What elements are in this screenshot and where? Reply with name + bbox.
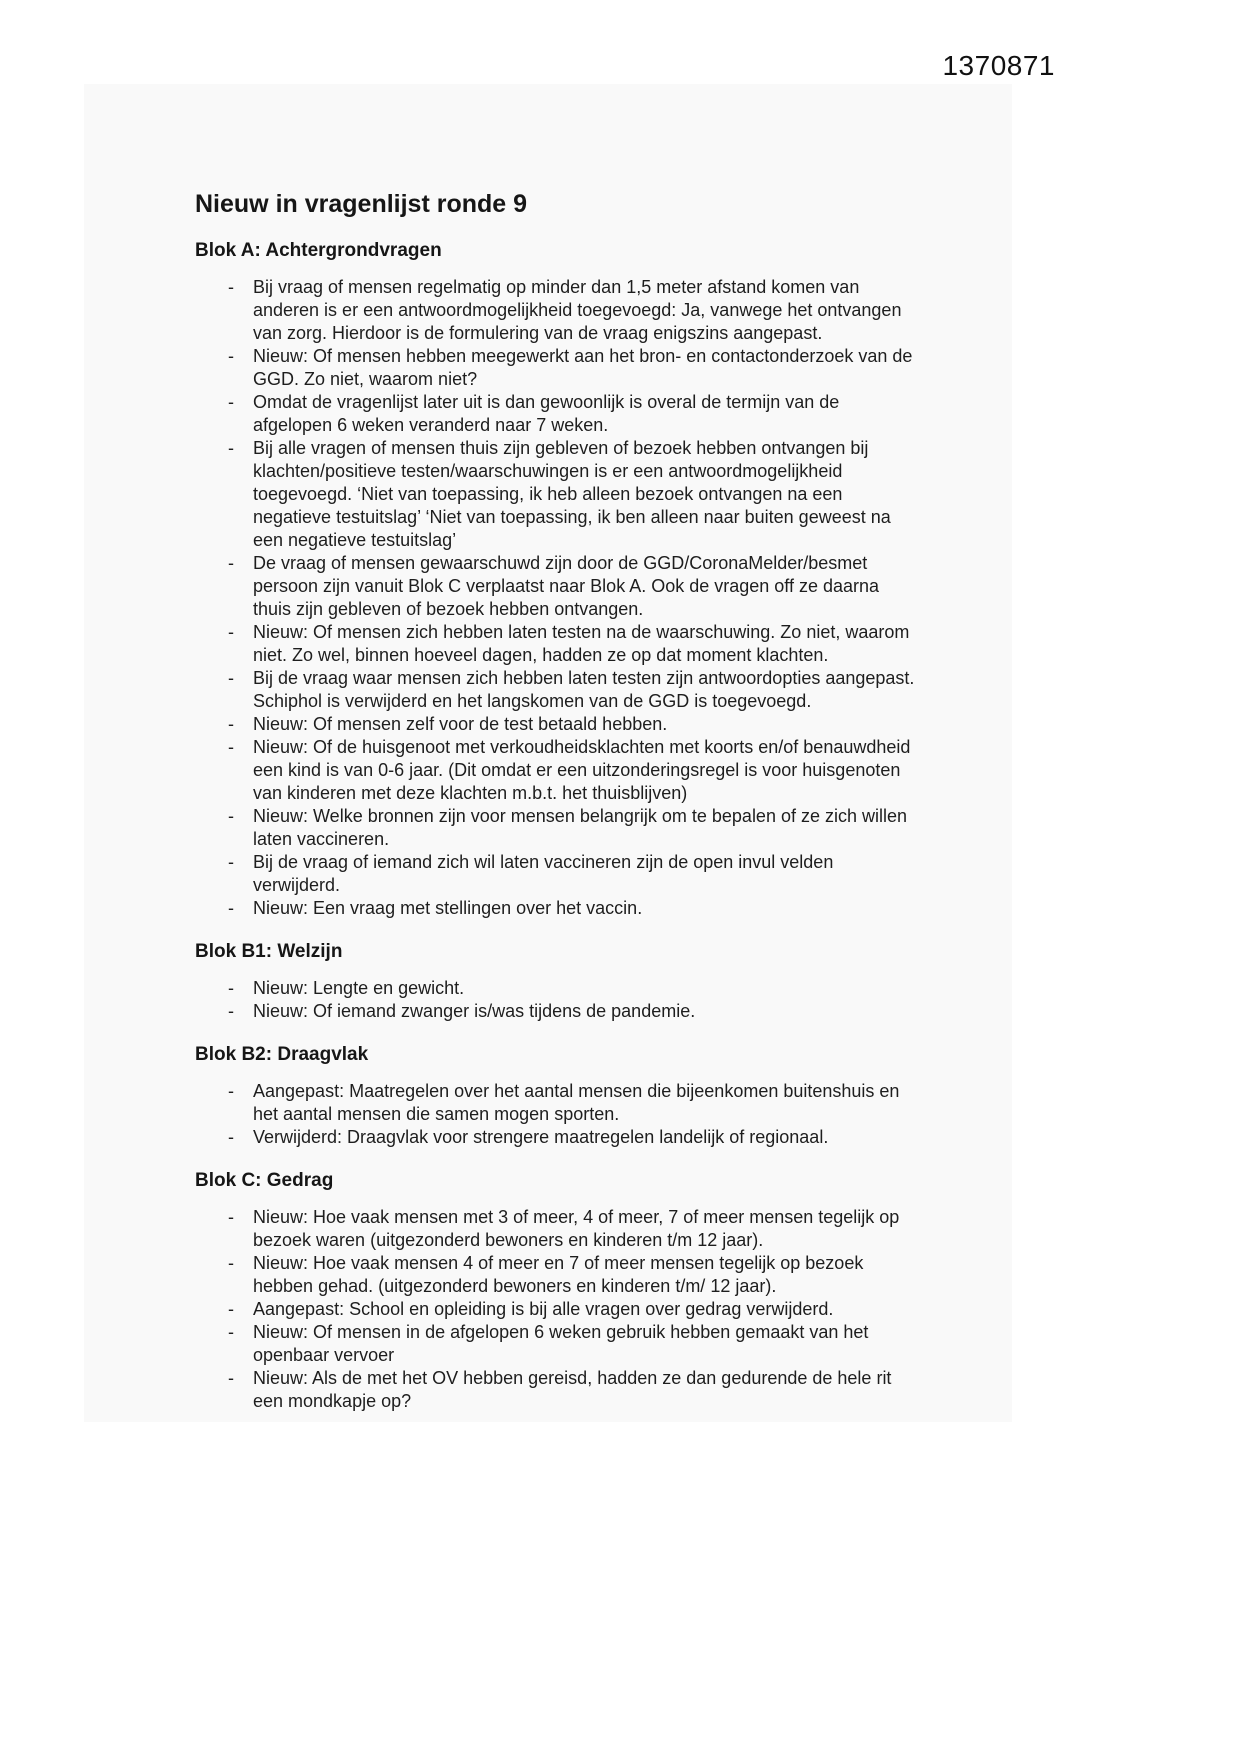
bullet-dash-icon: - [228, 553, 234, 573]
bullet-list [195, 276, 930, 920]
section-heading: Blok B2: Draagvlak [195, 1044, 369, 1065]
document-number: 1370871 [942, 50, 1055, 81]
list-item [195, 713, 930, 736]
bullet-text: Aangepast: Maatregelen over het aantal mensen die bijeenkomen buitenshuis en het aantal mensen die samen mogen sporten. [253, 1081, 900, 1124]
bullet-dash-icon: - [228, 346, 234, 366]
section [195, 240, 930, 920]
bullet-dash-icon: - [228, 277, 234, 297]
sections-container [195, 240, 930, 1413]
list-item [195, 667, 930, 713]
bullet-list [195, 1080, 930, 1149]
list-item [195, 1080, 930, 1126]
bullet-text: Nieuw: Of mensen in de afgelopen 6 weken gebruik hebben gemaakt van het openbaar vervoer [253, 1322, 869, 1365]
bullet-text: Nieuw: Lengte en gewicht. [253, 978, 465, 998]
list-item [195, 1367, 930, 1413]
bullet-dash-icon: - [228, 1368, 234, 1388]
list-item [195, 1298, 930, 1321]
bullet-text: De vraag of mensen gewaarschuwd zijn door de GGD/CoronaMelder/besmet persoon zijn vanuit Blok C verplaatst naar Blok A. Ook de vragen off ze daarna thuis zijn gebleven of bezoek hebben ontvangen. [253, 553, 880, 619]
bullet-text: Aangepast: School en opleiding is bij alle vragen over gedrag verwijderd. [253, 1299, 834, 1319]
bullet-text: Bij de vraag waar mensen zich hebben laten testen zijn antwoordopties aangepast. Schiphol is verwijderd en het langskomen van de GGD is toegevoegd. [253, 668, 915, 711]
bullet-dash-icon: - [228, 1322, 234, 1342]
bullet-dash-icon: - [228, 898, 234, 918]
bullet-dash-icon: - [228, 1253, 234, 1273]
section-heading: Blok C: Gedrag [195, 1170, 334, 1191]
section [195, 1044, 930, 1149]
bullet-text: Bij vraag of mensen regelmatig op minder dan 1,5 meter afstand komen van anderen is er een antwoordmogelijkheid toegevoegd: Ja, vanwege het ontvangen van zorg. Hierdoor is de formulering van de vraag enigszins aangepast. [253, 277, 902, 343]
list-item [195, 1000, 930, 1023]
list-item [195, 621, 930, 667]
bullet-text: Bij alle vragen of mensen thuis zijn gebleven of bezoek hebben ontvangen bij klachten/positieve testen/waarschuwingen is er een antwoordmogelijkheid toegevoegd. ‘Niet van toepassing, ik heb alleen bezoek ontvangen na een negatieve testuitslag’ ‘Niet van toepassing, ik ben alleen naar buiten geweest na een negatieve testuitslag’ [253, 438, 891, 550]
section [195, 1170, 930, 1413]
list-item [195, 1206, 930, 1252]
bullet-text: Nieuw: Hoe vaak mensen met 3 of meer, 4 of meer, 7 of meer mensen tegelijk op bezoek waren (uitgezonderd bewoners en kinderen t/m 12 jaar). [253, 1207, 900, 1250]
bullet-text: Omdat de vragenlijst later uit is dan gewoonlijk is overal de termijn van de afgelopen 6 weken veranderd naar 7 weken. [253, 392, 840, 435]
bullet-dash-icon: - [228, 714, 234, 734]
bullet-dash-icon: - [228, 1207, 234, 1227]
list-item [195, 391, 930, 437]
list-item [195, 736, 930, 805]
bullet-text: Nieuw: Of de huisgenoot met verkoudheidsklachten met koorts en/of benauwdheid een kind is van 0-6 jaar. (Dit omdat er een uitzonderingsregel is voor huisgenoten van kinderen met deze klachten m.b.t. het thuisblijven) [253, 737, 911, 803]
bullet-dash-icon: - [228, 438, 234, 458]
bullet-dash-icon: - [228, 737, 234, 757]
bullet-dash-icon: - [228, 668, 234, 688]
page-title: Nieuw in vragenlijst ronde 9 [195, 190, 528, 218]
list-item [195, 1126, 930, 1149]
section-heading: Blok A: Achtergrondvragen [195, 240, 442, 261]
bullet-dash-icon: - [228, 1001, 234, 1021]
bullet-text: Nieuw: Of mensen zich hebben laten testen na de waarschuwing. Zo niet, waarom niet. Zo wel, binnen hoeveel dagen, hadden ze op dat moment klachten. [253, 622, 910, 665]
bullet-text: Nieuw: Of mensen hebben meegewerkt aan het bron- en contactonderzoek van de GGD. Zo niet, waarom niet? [253, 346, 913, 389]
bullet-text: Nieuw: Welke bronnen zijn voor mensen belangrijk om te bepalen of ze zich willen laten vaccineren. [253, 806, 908, 849]
document-content [195, 190, 930, 1413]
bullet-dash-icon: - [228, 1127, 234, 1147]
bullet-dash-icon: - [228, 392, 234, 412]
bullet-list [195, 1206, 930, 1413]
bullet-list [195, 977, 930, 1023]
list-item [195, 805, 930, 851]
bullet-dash-icon: - [228, 806, 234, 826]
list-item [195, 897, 930, 920]
bullet-text: Verwijderd: Draagvlak voor strengere maatregelen landelijk of regionaal. [253, 1127, 829, 1147]
list-item [195, 437, 930, 552]
section-heading: Blok B1: Welzijn [195, 941, 343, 962]
bullet-text: Nieuw: Of mensen zelf voor de test betaald hebben. [253, 714, 668, 734]
list-item [195, 1321, 930, 1367]
bullet-dash-icon: - [228, 1081, 234, 1101]
list-item [195, 1252, 930, 1298]
bullet-dash-icon: - [228, 1299, 234, 1319]
bullet-text: Nieuw: Hoe vaak mensen 4 of meer en 7 of meer mensen tegelijk op bezoek hebben gehad. (uitgezonderd bewoners en kinderen t/m/ 12 jaar). [253, 1253, 864, 1296]
section [195, 941, 930, 1023]
bullet-text: Nieuw: Een vraag met stellingen over het vaccin. [253, 898, 643, 918]
list-item [195, 851, 930, 897]
list-item [195, 345, 930, 391]
list-item [195, 977, 930, 1000]
bullet-dash-icon: - [228, 978, 234, 998]
bullet-text: Nieuw: Of iemand zwanger is/was tijdens de pandemie. [253, 1001, 696, 1021]
bullet-text: Bij de vraag of iemand zich wil laten vaccineren zijn de open invul velden verwijderd. [253, 852, 834, 895]
bullet-dash-icon: - [228, 622, 234, 642]
bullet-dash-icon: - [228, 852, 234, 872]
list-item [195, 276, 930, 345]
list-item [195, 552, 930, 621]
bullet-text: Nieuw: Als de met het OV hebben gereisd, hadden ze dan gedurende de hele rit een mondkapje op? [253, 1368, 892, 1411]
